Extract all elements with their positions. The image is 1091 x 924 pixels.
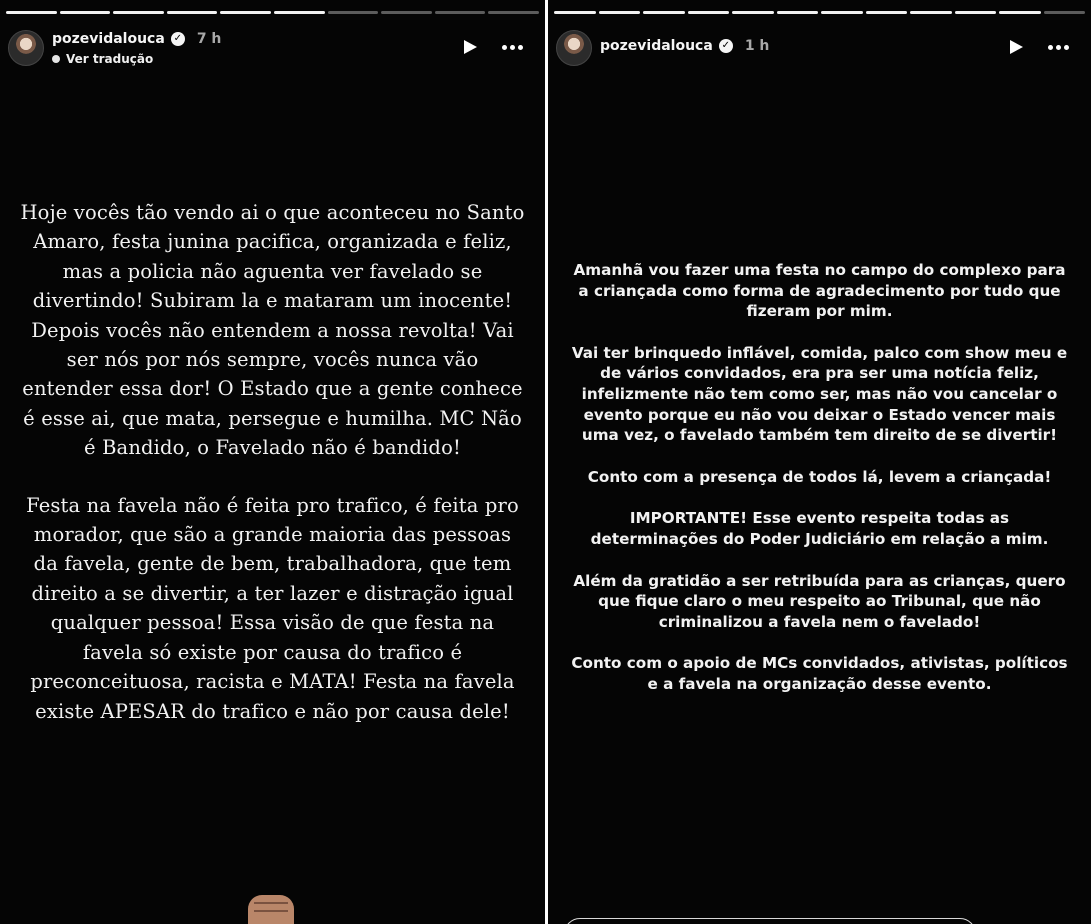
reply-input[interactable] <box>564 918 976 924</box>
progress-segment <box>274 11 325 14</box>
avatar[interactable] <box>8 30 44 66</box>
more-options-icon[interactable] <box>502 45 523 50</box>
translate-link[interactable] <box>52 52 153 66</box>
progress-segment <box>910 11 952 14</box>
story-paragraph: Além da gratidão a ser retribuída para as crianças, quero que fique claro o meu respeito ao Tribunal, que não criminalizou a favela nem o favelado! <box>573 571 1066 631</box>
progress-segment <box>777 11 819 14</box>
story-paragraph: IMPORTANTE! Esse evento respeita todas as determinações do Poder Judiciário em relação a mim. <box>590 509 1049 548</box>
progress-segment <box>688 11 730 14</box>
progress-segment <box>643 11 685 14</box>
progress-segment <box>381 11 432 14</box>
story-text <box>20 198 525 754</box>
story-header <box>554 28 1085 72</box>
progress-segment <box>599 11 641 14</box>
story-paragraph: Conto com a presença de todos lá, levem a criançada! <box>587 467 1052 486</box>
story-paragraph: Festa na favela não é feita pro trafico, é feita pro morador, que são a grande maioria das pessoas da favela, gente de bem, trabalhadora, que tem direito a se divertir, a ter lazer e distração igual qualquer pessoa! Essa visão de que festa na favela só existe por causa do trafico é preconceituosa, racista e MATA! Festa na favela existe APESAR do trafico e não por causa dele! <box>26 493 519 723</box>
progress-segment <box>955 11 997 14</box>
raised-fist-icon <box>248 895 294 924</box>
progress-bar-left <box>6 11 539 14</box>
story-right[interactable] <box>548 0 1091 924</box>
progress-segment <box>6 11 57 14</box>
more-options-icon[interactable] <box>1048 45 1069 50</box>
user-line <box>600 38 769 54</box>
progress-segment <box>435 11 486 14</box>
progress-segment <box>328 11 379 14</box>
verified-badge-icon: ✓ <box>719 39 733 53</box>
progress-segment <box>1044 11 1086 14</box>
play-icon[interactable] <box>1010 40 1023 54</box>
post-time: 1 h <box>744 38 770 54</box>
story-left[interactable] <box>0 0 545 924</box>
progress-segment <box>554 11 596 14</box>
username[interactable]: pozevidalouca <box>600 38 713 54</box>
story-paragraph: Hoje vocês tão vendo ai o que aconteceu no Santo Amaro, festa junina pacifica, organizada e feliz, mas a policia não aguenta ver favelado se divertindo! Subiram la e mataram um inocente! Depois vocês não entendem a nossa revolta! Vai ser nós por nós sempre, vocês nunca vão entender essa dor! O Estado que a gente conhece é esse ai, que mata, persegue e humilha. MC Não é Bandido, o Favelado não é bandido! <box>20 201 525 460</box>
story-paragraph: Vai ter brinquedo inflável, comida, palco com show meu e de vários convidados, era pra ser uma notícia feliz, infelizmente não tem como ser, mas não vou cancelar o evento porque eu não vou deixar o Estado vencer mais uma vez, o favelado também tem direito de se divertir! <box>571 343 1068 445</box>
progress-segment <box>488 11 539 14</box>
story-paragraph: Conto com o apoio de MCs convidados, ativistas, políticos e a favela na organização desse evento. <box>571 654 1068 693</box>
progress-segment <box>999 11 1041 14</box>
progress-segment <box>167 11 218 14</box>
progress-segment <box>113 11 164 14</box>
progress-segment <box>220 11 271 14</box>
story-header <box>6 28 539 72</box>
story-paragraph: Amanhã vou fazer uma festa no campo do complexo para a criançada como forma de agradecimento por tudo que fizeram por mim. <box>573 261 1066 321</box>
globe-icon <box>52 55 60 63</box>
story-text <box>566 260 1073 716</box>
play-icon[interactable] <box>464 40 477 54</box>
progress-segment <box>732 11 774 14</box>
username[interactable]: pozevidalouca <box>52 31 165 47</box>
translate-label[interactable]: Ver tradução <box>66 52 154 66</box>
post-time: 7 h <box>196 31 222 47</box>
verified-badge-icon: ✓ <box>171 32 185 46</box>
avatar[interactable] <box>556 30 592 66</box>
progress-segment <box>60 11 111 14</box>
progress-segment <box>866 11 908 14</box>
user-line <box>52 31 221 47</box>
progress-bar-right <box>554 11 1085 14</box>
progress-segment <box>821 11 863 14</box>
